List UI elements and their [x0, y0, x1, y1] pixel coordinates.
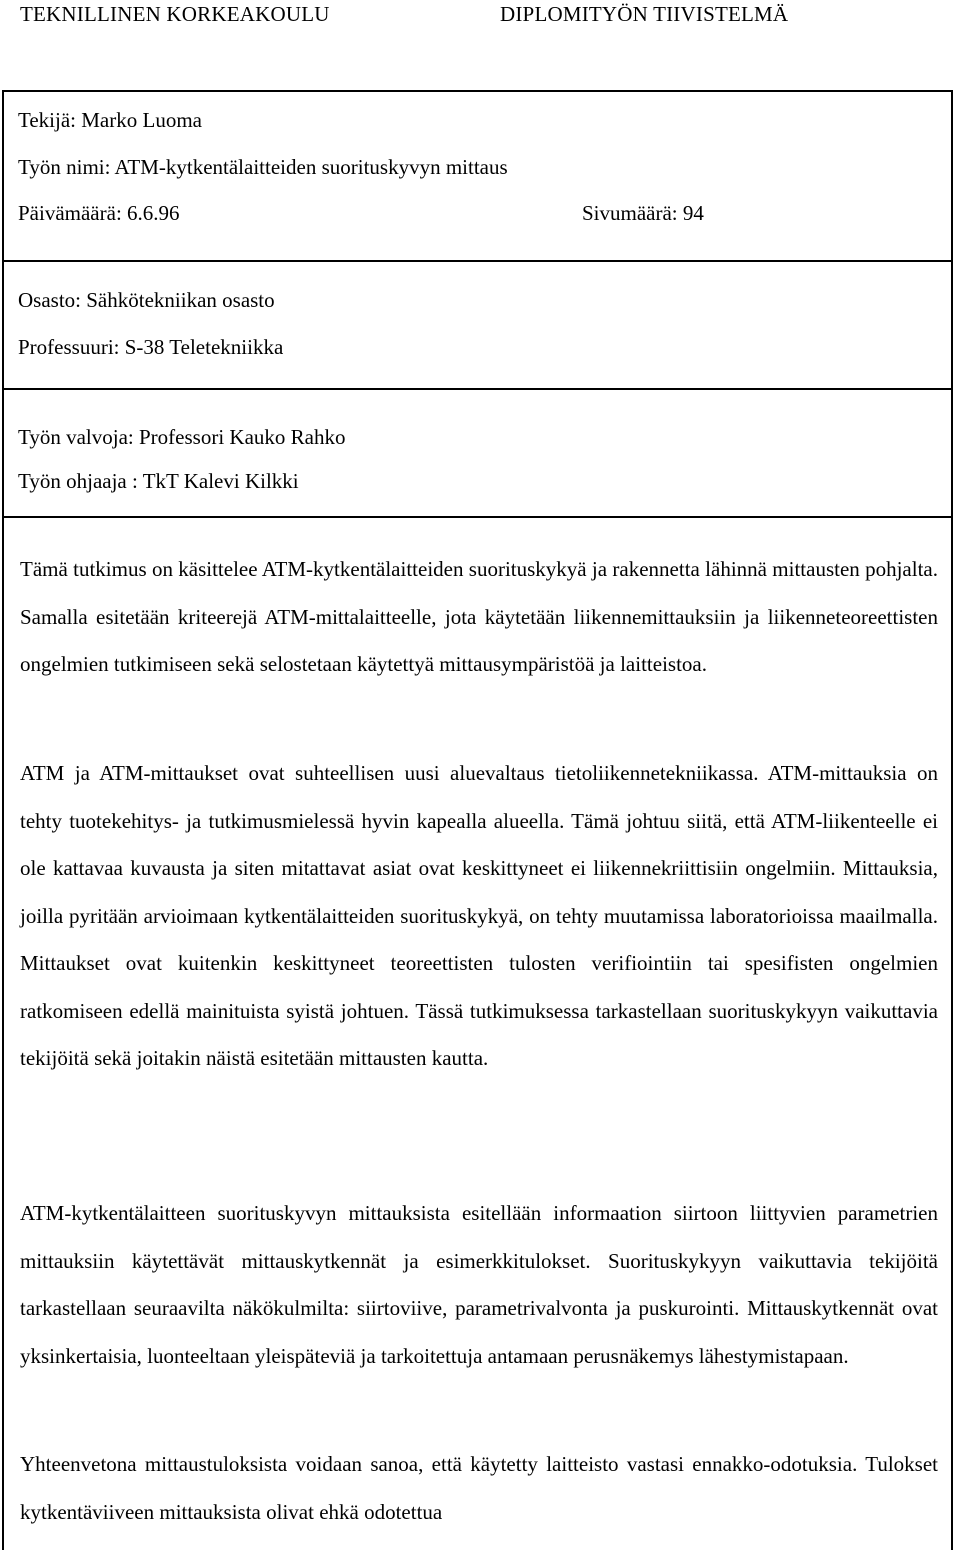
abstract-text: Tämä tutkimus on käsittelee ATM-kytkentälaitteiden suorituskykyä ja rakennetta lähinnä mittausten pohjalta. Samalla esitetään kriteerejä ATM-mittalaitteelle, jota käytetään liikennemittauksiin ja liikenneteoreettisten ongelmien tutkimiseen sekä selostetaan käytettyä mittausympäristöä ja laitteistoa. [20, 557, 938, 676]
department-field: Osasto: Sähkötekniikan osasto [18, 288, 275, 312]
thesis-title-field: Työn nimi: ATM-kytkentälaitteiden suorituskyvyn mittaus [18, 155, 508, 179]
abstract-text: ATM-kytkentälaitteen suorituskyvyn mittauksista esitellään informaation siirtoon liittyvien parametrien mittauksiin käytettävät mittauskytkennät ja esimerkkitulokset. Suorituskykyyn vaikuttavia tekijöitä tarkastellaan seuraavilta näkökulmilta: siirtoviive, parametrivalvonta ja puskurointi. Mittauskytkennät ovat yksinkertaisia, luonteeltaan yleispäteviä ja tarkoitettuja antamaan perusnäkemys lähestymistapaan. [20, 1201, 938, 1368]
abstract-paragraph-1 [20, 546, 938, 689]
abstract-paragraph-4 [20, 1441, 938, 1536]
section-divider [4, 260, 953, 262]
document-type: DIPLOMITYÖN TIIVISTELMÄ [500, 2, 789, 26]
supervisor-field: Työn valvoja: Professori Kauko Rahko [18, 425, 346, 449]
abstract-text: ATM ja ATM-mittaukset ovat suhteellisen uusi aluevaltaus tietoliikennetekniikassa. ATM-mittauksia on tehty tuotekehitys- ja tutkimusmielessä hyvin kapealla alueella. Tämä johtuu siitä, että ATM-liikenteelle ei ole kattavaa kuvausta ja siten mitattavat asiat ovat keskittyneet ei liikennekriittisiin ongelmiin. Mittauksia, joilla pyritään arvioimaan kytkentälaitteiden suorituskykyä, on tehty muutamissa laboratorioissa maailmalla. Mittaukset ovat kuitenkin keskittyneet teoreettisten tulosten verifiointiin tai spesifisten ongelmien ratkomiseen edellä mainituista syistä johtuen. Tässä tutkimuksessa tarkastellaan suorituskykyyn vaikuttavia tekijöitä sekä joitakin näistä esitetään mittausten kautta. [20, 761, 938, 1070]
abstract-paragraph-2 [20, 750, 938, 1083]
institution-name: TEKNILLINEN KORKEAKOULU [20, 2, 330, 26]
page-count-field: Sivumäärä: 94 [582, 201, 704, 225]
date-field: Päivämäärä: 6.6.96 [18, 201, 180, 225]
abstract-text: Yhteenvetona mittaustuloksista voidaan sanoa, että käytetty laitteisto vastasi ennakko-odotuksia. Tulokset kytkentäviiveen mittauksista olivat ehkä odotettua [20, 1452, 938, 1524]
section-divider [4, 388, 953, 390]
page-header [20, 2, 940, 32]
section-divider [4, 516, 953, 518]
instructor-field: Työn ohjaaja : TkT Kalevi Kilkki [18, 469, 299, 493]
professorship-field: Professuuri: S-38 Teletekniikka [18, 335, 284, 359]
abstract-paragraph-3 [20, 1190, 938, 1380]
author-field: Tekijä: Marko Luoma [18, 108, 202, 132]
